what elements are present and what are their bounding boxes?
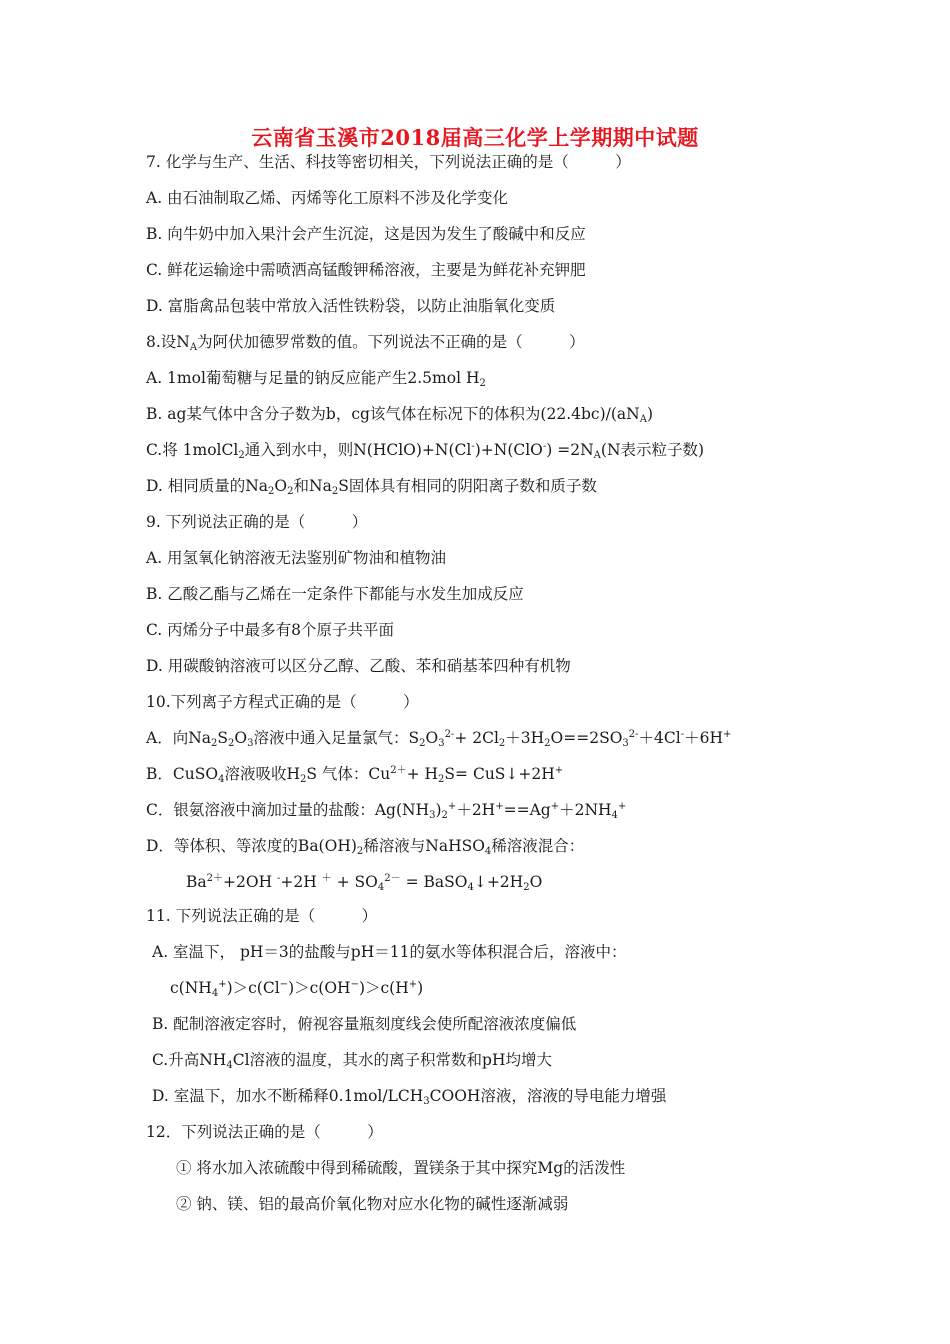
q9-option-b: B. 乙酸乙酯与乙烯在一定条件下都能与水发生加成反应 [146, 585, 524, 603]
q8-option-d: D. 相同质量的$Na_2O_2$和$Na_2S$固体具有相同的阴阳离子数和质子数 [146, 477, 597, 497]
q12-item-2: ② 钠、镁、铝的最高价氧化物对应水化物的碱性逐渐减弱 [176, 1195, 569, 1213]
q7-option-c: C. 鲜花运输途中需喷洒高锰酸钾稀溶液，主要是为鲜花补充钾肥 [146, 261, 586, 279]
q12-item-1: ① 将水加入浓硫酸中得到稀硫酸，置镁条于其中探究Mg的活泼性 [176, 1159, 626, 1177]
q10-option-c: C．银氨溶液中滴加过量的盐酸：$Ag(NH_3)_2^++2H^+==Ag^++2NH_4^+$ [146, 801, 627, 821]
q9-option-d: D. 用碳酸钠溶液可以区分乙醇、乙酸、苯和硝基苯四种有机物 [146, 657, 571, 675]
q9-option-c: C. 丙烯分子中最多有8个原子共平面 [146, 621, 395, 639]
q10-option-d-equation: $Ba^{2+}+2OH$ -+2H $^+ + SO_4^{2-}$ = $BaSO_4↓+2H_2O$ [186, 873, 543, 893]
q8-option-a: A. 1mol葡萄糖与足量的钠反应能产生2.5mol $H_2$ [146, 369, 486, 389]
q11-option-a-inequality: $c(NH_4^+)>c(Cl^-)>c(OH^-)>c(H^+)$ [170, 979, 424, 999]
q11-option-b: B. 配制溶液定容时，俯视容量瓶刻度线会使所配溶液浓度偏低 [152, 1015, 577, 1033]
q10-stem: 10.下列离子方程式正确的是（ ） [146, 693, 419, 711]
q7-option-d: D. 富脂禽品包装中常放入活性铁粉袋，以防止油脂氧化变质 [146, 297, 556, 315]
q12-stem: 12．下列说法正确的是（ ） [146, 1123, 383, 1141]
q8-option-b: B. ag某气体中含分子数为b，cg该气体在标况下的体积为$(22.4bc)/(aN_A)$ [146, 405, 654, 425]
page-title: 云南省玉溪市2018届高三化学上学期期中试题 [251, 125, 699, 150]
q11-stem: 11. 下列说法正确的是（ ） [146, 907, 378, 925]
q8-option-c: C.将 1molCl$_2$通入到水中，则N(HClO)+N(Cl-)+N(ClO-) $=2N_A(N$表示粒子数) [146, 441, 705, 461]
q11-option-c: C.升高$NH_4Cl$溶液的温度，其水的离子积常数和pH均增大 [152, 1051, 552, 1071]
q7-option-a: A. 由石油制取乙烯、丙烯等化工原料不涉及化学变化 [146, 189, 509, 207]
q11-option-d: D. 室温下，加水不断稀释$0.1mol/LCH_3COOH$溶液，溶液的导电能力增强 [152, 1087, 667, 1107]
q10-option-a: A．向$Na_2S_2O_3$溶液中通入足量氯气：$S_2O_3^{2-}+ 2Cl_2+3H_2O==2SO_3^{2-}+4Cl^-+6H^+$ [146, 729, 732, 749]
q9-stem: 9. 下列说法正确的是（ ） [146, 513, 368, 531]
q7-stem: 7. 化学与生产、生活、科技等密切相关，下列说法正确的是（ ） [146, 153, 631, 171]
q9-option-a: A. 用氢氧化钠溶液无法鉴别矿物油和植物油 [146, 549, 447, 567]
q7-option-b: B. 向牛奶中加入果汁会产生沉淀，这是因为发生了酸碱中和反应 [146, 225, 586, 243]
q10-option-b: B．CuSO$_4$溶液吸收$H_2S$ 气体：$Cu^{2+}+ H_2S=$ CuS↓+2H+ [146, 765, 564, 785]
q10-option-d: D．等体积、等浓度的$Ba(OH)_2$稀溶液与NaHSO$_4$稀溶液混合： [146, 837, 585, 857]
q11-option-a: A. 室温下， pH＝3的盐酸与pH＝11的氨水等体积混合后，溶液中： [152, 943, 627, 961]
q8-stem: 8.设$N_A$为阿伏加德罗常数的值。下列说法不正确的是（ ） [146, 333, 585, 353]
